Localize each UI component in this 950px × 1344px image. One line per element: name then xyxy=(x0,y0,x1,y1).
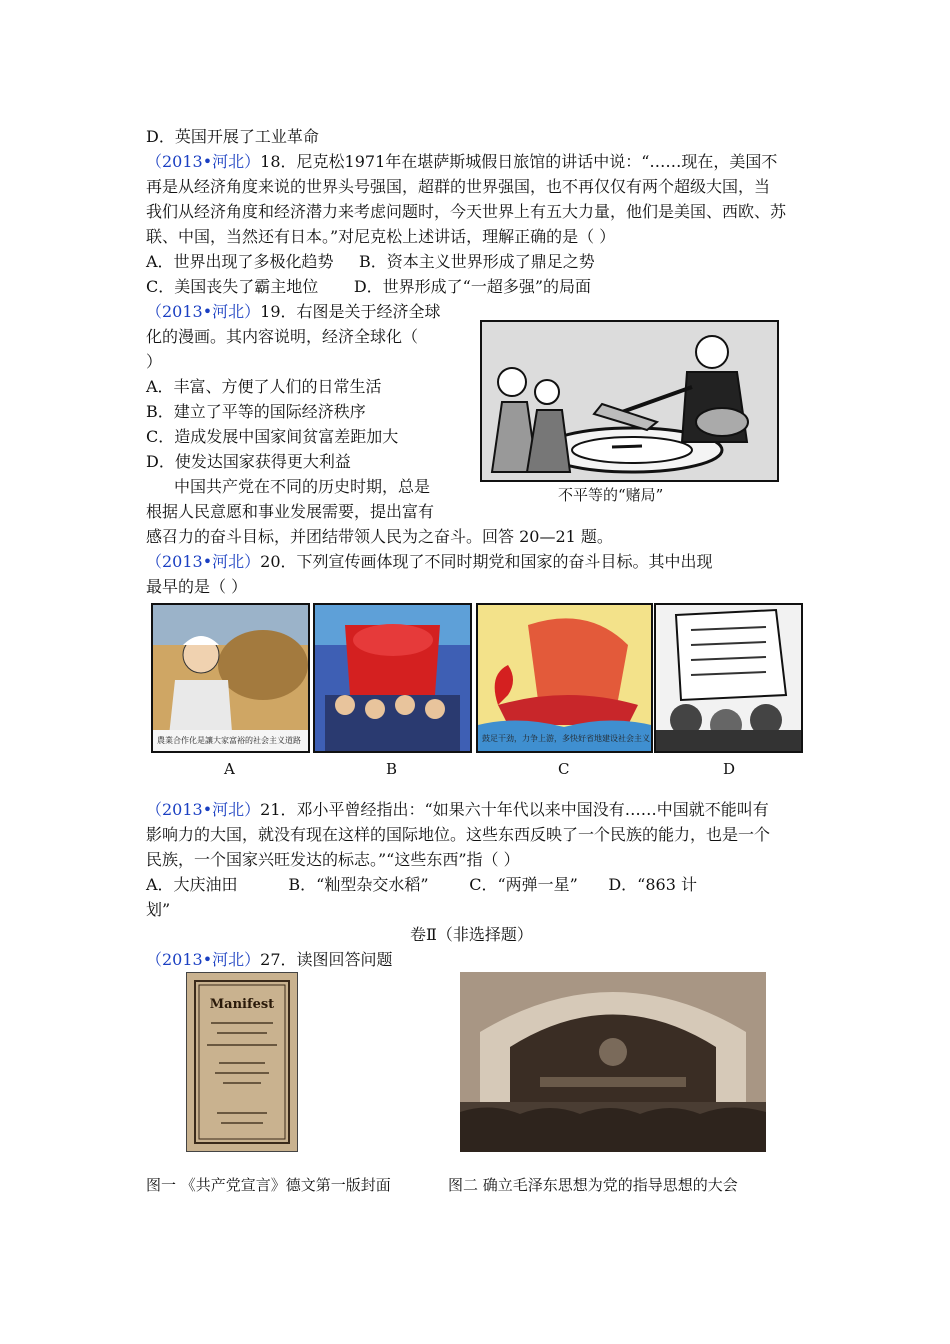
poster-a xyxy=(151,603,310,753)
q17-option-d: D．英国开展了工业革命 xyxy=(146,127,319,146)
q18-line-4: 联、中国，当然还有日本。”对尼克松上述讲话，理解正确的是（ ） xyxy=(146,227,616,246)
q19-source: （2013•河北） xyxy=(146,302,261,321)
q19-option-a: A．丰富、方便了人们的日常生活 xyxy=(146,377,382,396)
poster-d xyxy=(654,603,803,753)
q18-line-3: 我们从经济角度和经济潜力来考虑问题时，今天世界上有五大力量，他们是美国、西欧、苏 xyxy=(146,202,787,221)
q19-line-3: ） xyxy=(146,352,163,371)
manifesto-title: Manifest xyxy=(209,997,275,1012)
q18-options-cd: C．美国丧失了霸主地位 D．世界形成了“一超多强”的局面 xyxy=(146,277,592,296)
poster-c-art xyxy=(478,605,651,751)
poster-letter-a: A xyxy=(224,760,235,778)
globalization-cartoon xyxy=(480,320,779,482)
congress-photo-art xyxy=(460,972,766,1152)
q19-line-2: 化的漫画。其内容说明，经济全球化（ xyxy=(146,327,419,346)
q18-options-ab: A．世界出现了多极化趋势 B．资本主义世界形成了鼎足之势 xyxy=(146,252,595,271)
poster-c-caption: 鼓足干劲，力争上游，多快好省地建设社会主义 xyxy=(482,734,650,743)
cartoon-drawing xyxy=(482,322,777,480)
poster-c xyxy=(476,603,653,753)
poster-b-art xyxy=(315,605,470,751)
q21-line-1: （2013•河北）21．邓小平曾经指出：“如果六十年代以来中国没有……中国就不能叫有 xyxy=(146,800,769,819)
intro-line-1: 中国共产党在不同的历史时期，总是 xyxy=(174,477,431,496)
congress-photo xyxy=(460,972,766,1152)
q18-line-1: （2013•河北）18．尼克松1971年在堪萨斯城假日旅馆的讲话中说：“……现在，美国不 xyxy=(146,152,778,171)
q20-line-1: （2013•河北）20．下列宣传画体现了不同时期党和国家的奋斗目标。其中出现 xyxy=(146,552,713,571)
q19-line-1: （2013•河北）19．右图是关于经济全球 xyxy=(146,302,441,321)
q21-line-2: 影响力的大国，就没有现在这样的国际地位。这些东西反映了一个民族的能力，也是一个 xyxy=(146,825,771,844)
section-title: 卷Ⅱ（非选择题） xyxy=(410,925,533,944)
q19-option-c: C．造成发展中国家间贫富差距加大 xyxy=(146,427,399,446)
poster-a-art xyxy=(153,605,308,751)
q21-options-cont: 划” xyxy=(146,900,171,919)
q21-line-3: 民族，一个国家兴旺发达的标志。”“这些东西”指（ ） xyxy=(146,850,520,869)
fig1-caption: 图一 《共产党宣言》德文第一版封面 xyxy=(146,1176,391,1194)
q21-options: A．大庆油田 B．“籼型杂交水稻” C．“两弹一星” D．“863 计 xyxy=(146,875,697,894)
q19-option-b: B．建立了平等的国际经济秩序 xyxy=(146,402,366,421)
q27-line: （2013•河北）27．读图回答问题 xyxy=(146,950,393,969)
fig2-caption: 图二 确立毛泽东思想为党的指导思想的大会 xyxy=(448,1176,738,1194)
q21-source: （2013•河北） xyxy=(146,800,261,819)
q20-source: （2013•河北） xyxy=(146,552,261,571)
poster-d-art xyxy=(656,605,801,751)
q20-line-2: 最早的是（ ） xyxy=(146,577,248,596)
manifesto-cover xyxy=(186,972,298,1152)
poster-letter-c: C xyxy=(558,760,570,778)
poster-letter-d: D xyxy=(723,760,736,778)
q18-source: （2013•河北） xyxy=(146,152,261,171)
poster-a-caption: 農業合作化是讓大家富裕的社会主义道路 xyxy=(157,736,301,745)
poster-b xyxy=(313,603,472,753)
cartoon-caption: 不平等的“赌局” xyxy=(558,486,664,504)
intro-line-2: 根据人民意愿和事业发展需要，提出富有 xyxy=(146,502,435,521)
poster-letter-b: B xyxy=(386,760,398,778)
intro-line-3: 感召力的奋斗目标，并团结带领人民为之奋斗。回答 20—21 题。 xyxy=(146,527,613,546)
q27-source: （2013•河北） xyxy=(146,950,261,969)
q18-line-2: 再是从经济角度来说的世界头号强国，超群的世界强国，也不再仅仅有两个超级大国，当 xyxy=(146,177,771,196)
q19-option-d: D．使发达国家获得更大利益 xyxy=(146,452,351,471)
